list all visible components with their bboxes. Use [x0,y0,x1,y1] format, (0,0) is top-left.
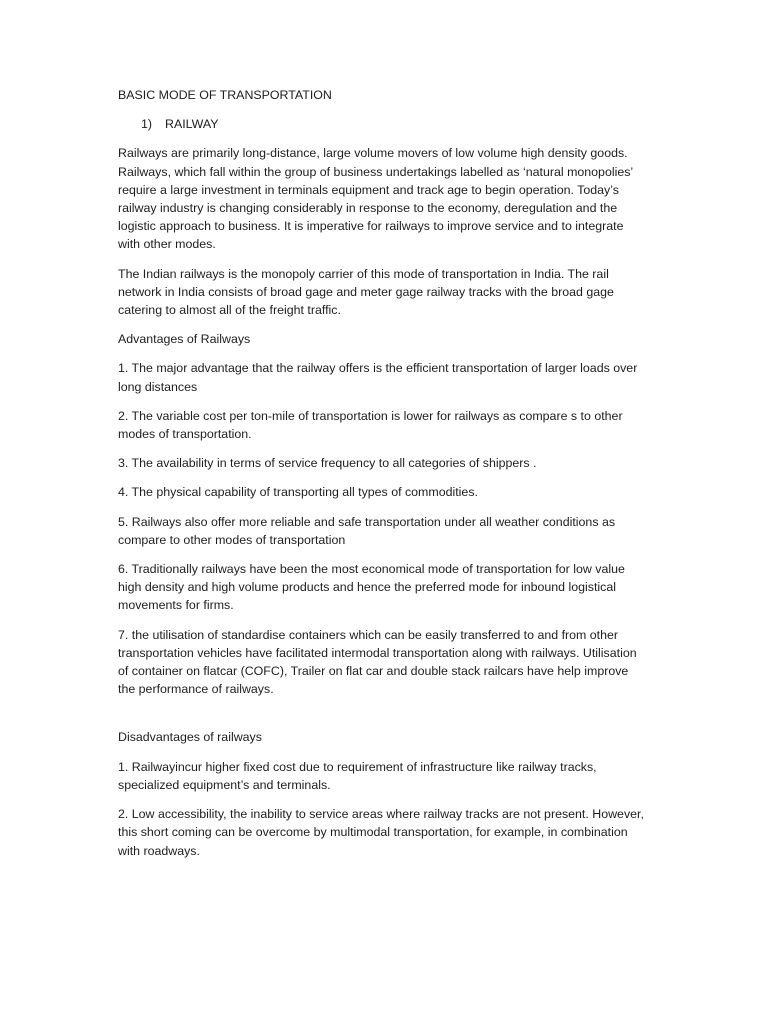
disadvantage-item: 2. Low accessibility, the inability to service areas where railway tracks are not present. However, this short coming can be overcome by multimodal transportation, for example, in combination with roadways. [118,807,644,858]
advantage-item: 5. Railways also offer more reliable and safe transportation under all weather conditions as compare to other modes of transportation [118,514,616,547]
document-title: BASIC MODE OF TRANSPORTATION [118,88,332,102]
advantage-item: 1. The major advantage that the railway offers is the efficient transportation of larger loads over long distances [118,361,638,394]
advantage-item: 3. The availability in terms of service frequency to all categories of shippers . [118,456,537,471]
advantage-item: 6. Traditionally railways have been the most economical mode of transportation for low value high density and high volume products and hence the preferred mode for inbound logistical movements for firms. [118,562,625,613]
section-heading [118,115,648,133]
blank-line [118,709,648,728]
intro-paragraph: Railways are primarily long-distance, large volume movers of low volume high density goods. Railways, which fall within the group of business undertakings labelled as ‘natural monopolies’ require a large investment in terminals equipment and track age to begin operation. Today’s railway industry is changing considerably in response to the economy, deregulation and the logistic approach to business. It is imperative for railways to improve service and to integrate with other modes. [118,146,633,252]
disadvantage-item: 1. Railwayincur higher fixed cost due to requirement of infrastructure like railway tracks, specialized equipment’s and terminals. [118,759,597,792]
advantage-item: 7. the utilisation of standardise containers which can be easily transferred to and from other transportation vehicles have facilitated intermodal transportation along with railways. Utilisation of container on flatcar (COFC), Trailer on flat car and double stack railcars have help improve the performance of railways. [118,627,637,697]
disadvantages-heading: Disadvantages of railways [118,730,262,745]
section-number: 1) [141,117,153,132]
advantages-heading: Advantages of Railways [118,332,251,347]
intro-paragraph: The Indian railways is the monopoly carrier of this mode of transportation in India. The rail network in India consists of broad gage and meter gage railway tracks with the broad gage catering to almost all of the freight traffic. [118,266,614,318]
advantage-item: 4. The physical capability of transporting all types of commodities. [118,485,478,500]
section-title: RAILWAY [165,117,219,132]
advantage-item: 2. The variable cost per ton-mile of transportation is lower for railways as compare s to other modes of transportation. [118,408,623,442]
